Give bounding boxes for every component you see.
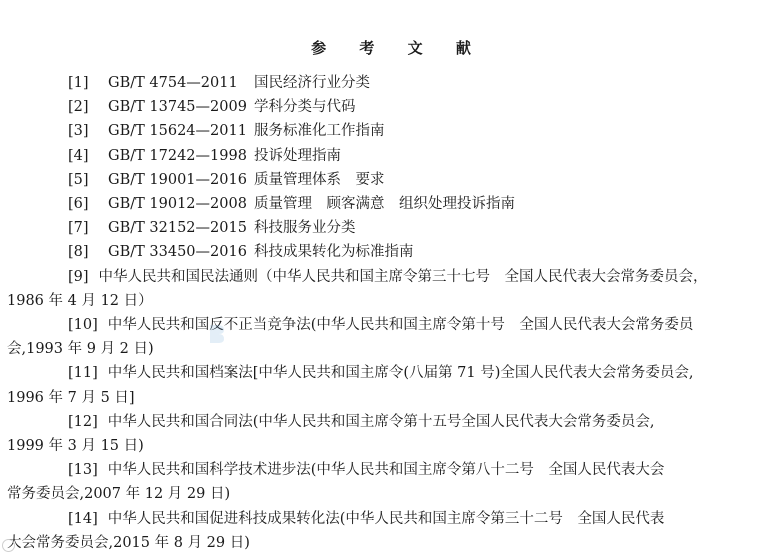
reference-list (0, 71, 782, 555)
reference-text: 中华人民共和国科学技术进步法(中华人民共和国主席令第八十二号 全国人民代表大会 (107, 462, 665, 479)
reference-title: 质量管理体系 要求 (254, 171, 385, 188)
watermark-icon (208, 323, 226, 345)
reference-text: 中华人民共和国反不正当竞争法(中华人民共和国主席令第十号 全国人民代表大会常务委员 (107, 317, 694, 334)
reference-title: 学科分类与代码 (254, 99, 356, 116)
reference-number: [7] (68, 220, 89, 237)
reference-title: 质量管理 顾客满意 组织处理投诉指南 (254, 196, 515, 213)
reference-text-continued: 1999 年 3 月 15 日) (7, 438, 144, 455)
reference-item (0, 71, 782, 95)
reference-title: 投诉处理指南 (254, 147, 341, 164)
reference-item (0, 168, 782, 192)
reference-item (0, 95, 782, 119)
standard-code: GB/T 15624—2011 (108, 123, 247, 140)
reference-title: 科技成果转化为标准指南 (254, 244, 414, 261)
reference-number: [8] (68, 244, 89, 261)
standard-code: GB/T 19001—2016 (108, 171, 247, 188)
reference-item (0, 313, 767, 361)
logo-icon (2, 539, 15, 552)
section-title: 参 考 文 献 (311, 39, 485, 57)
reference-text-continued: 会,1993 年 9 月 2 日) (7, 341, 154, 358)
standard-code: GB/T 4754—2011 (108, 75, 238, 91)
reference-number: [3] (68, 123, 89, 140)
reference-text-continued: 1996 年 7 月 5 日] (7, 389, 135, 406)
reference-item (0, 507, 767, 555)
reference-text: 中华人民共和国档案法[中华人民共和国主席令(八届第 71 号)全国人民代表大会常务委员会, (107, 365, 694, 382)
reference-text-continued: 大会常务委员会,2015 年 8 月 29 日) (7, 534, 250, 551)
reference-text: 中华人民共和国促进科技成果转化法(中华人民共和国主席令第三十二号 全国人民代表 (107, 510, 665, 527)
reference-number: [9] (68, 268, 89, 285)
standard-code: GB/T 32152—2015 (108, 220, 247, 237)
reference-number: [10] (68, 317, 98, 334)
standard-code: GB/T 17242—1998 (108, 147, 247, 164)
reference-item (0, 265, 767, 313)
reference-title: 服务标准化工作指南 (254, 123, 385, 140)
reference-item (0, 361, 767, 409)
reference-title: 科技服务业分类 (254, 220, 356, 237)
standard-code: GB/T 13745—2009 (108, 99, 247, 116)
reference-text-continued: 1986 年 4 月 12 日） (7, 292, 153, 309)
reference-text-continued: 常务委员会,2007 年 12 月 29 日) (7, 486, 231, 503)
reference-item (0, 240, 782, 264)
reference-item (0, 410, 767, 458)
reference-number: [5] (68, 171, 89, 188)
reference-item (0, 216, 782, 240)
cutoff-next-line (60, 550, 780, 558)
reference-text: 中华人民共和国民法通则（中华人民共和国主席令第三十七号 全国人民代表大会常务委员会， (98, 268, 708, 285)
corner-watermark (2, 539, 17, 552)
reference-item (0, 458, 767, 506)
reference-item (0, 144, 782, 168)
standard-code: GB/T 33450—2016 (108, 244, 247, 261)
reference-number: [13] (68, 462, 98, 479)
reference-number: [4] (68, 147, 89, 164)
reference-number: [12] (68, 413, 98, 430)
reference-number: [14] (68, 510, 98, 527)
standard-code: GB/T 19012—2008 (108, 196, 247, 213)
reference-number: [1] (68, 75, 89, 91)
reference-text: 中华人民共和国合同法(中华人民共和国主席令第十五号全国人民代表大会常务委员会, (107, 413, 655, 430)
reference-item (0, 192, 782, 216)
reference-number: [6] (68, 196, 89, 213)
reference-number: [11] (68, 365, 98, 382)
reference-number: [2] (68, 99, 89, 116)
reference-title: 国民经济行业分类 (254, 75, 370, 91)
reference-item (0, 119, 782, 143)
